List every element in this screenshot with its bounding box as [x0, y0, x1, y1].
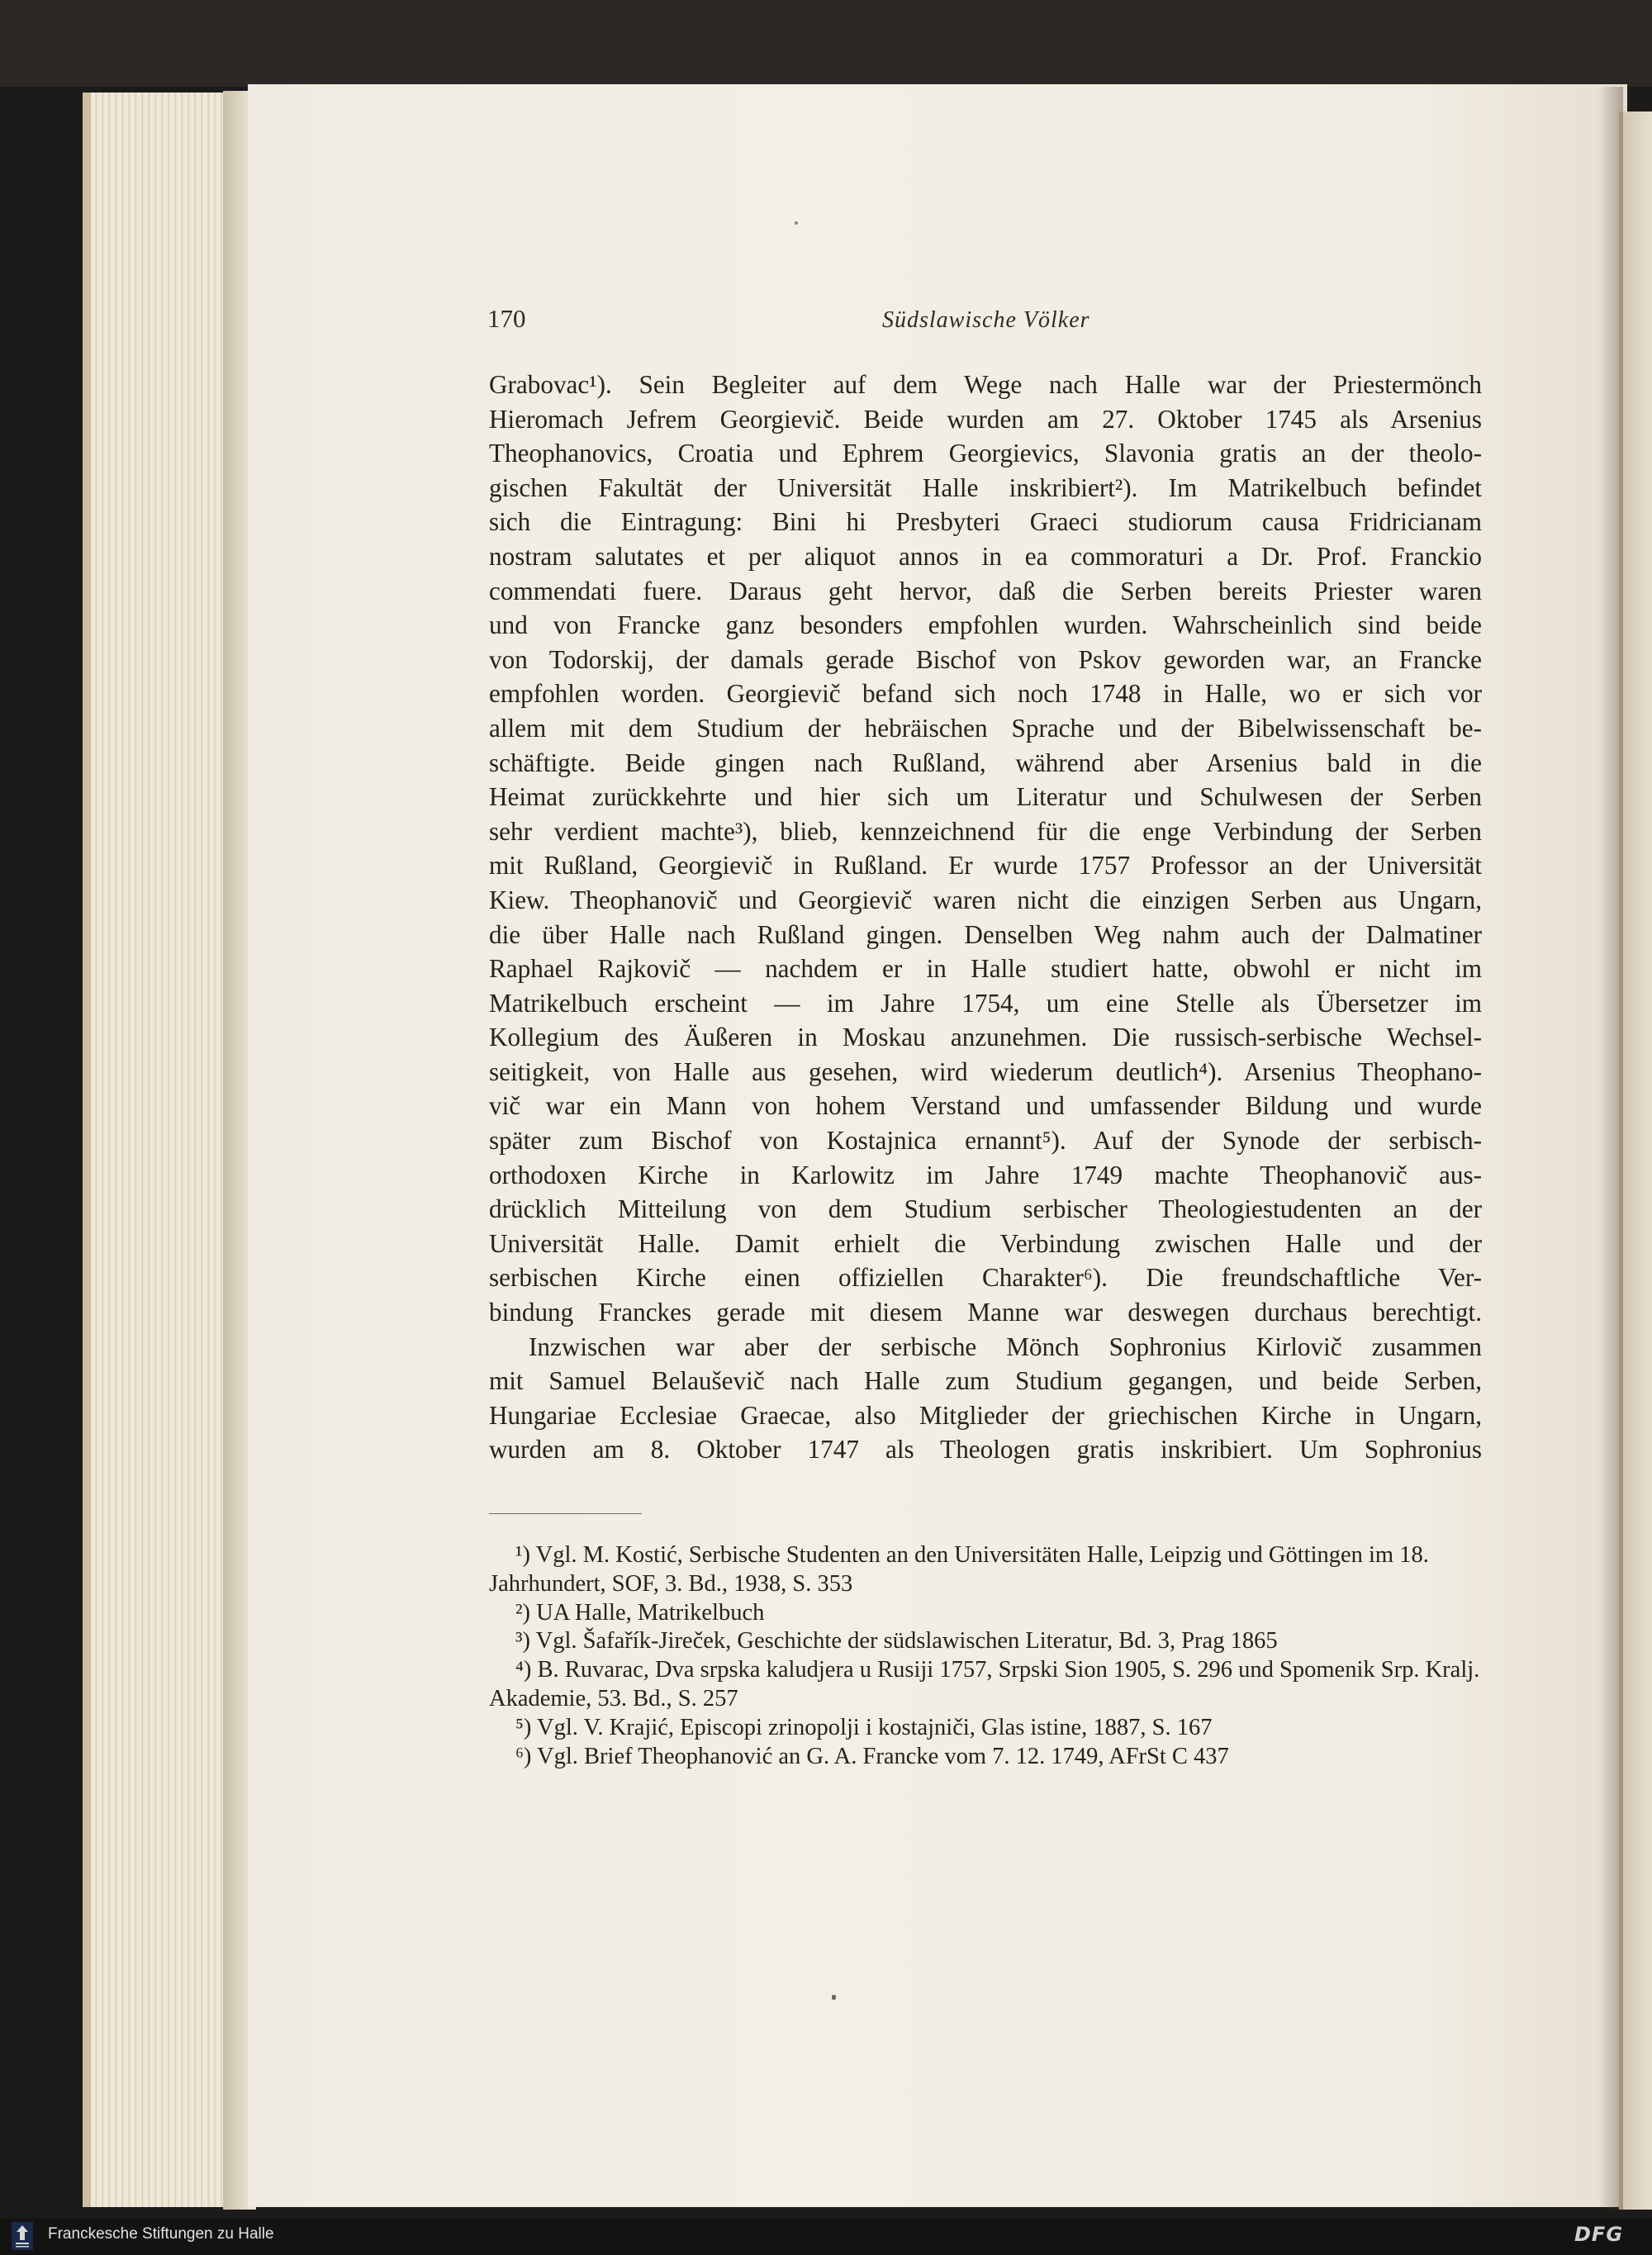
dfg-logo[interactable]: DFG: [1574, 2223, 1624, 2246]
footnote: ²) UA Halle, Matrikelbuch: [515, 1599, 765, 1626]
footnote: ⁴) B. Ruvarac, Dva srpska kaludjera u Rusiji 1757, Srpski Sion 1905, S. 296 und Spomenik Srp. Kralj. Akademie, 53. Bd., S. 257: [489, 1657, 1480, 1711]
text-line: von Todorskij, der damals gerade Bischof von Pskov geworden war, an Francke: [489, 644, 1482, 674]
text-line: allem mit dem Studium der hebräischen Sprache und der Bibelwissenschaft be-: [489, 713, 1482, 743]
text-line: Heimat zurückkehrte und hier sich um Literatur und Schulwesen der Serben: [489, 782, 1482, 812]
text-line: nostram salutates et per aliquot annos in ea commoraturi a Dr. Prof. Franckio: [489, 541, 1482, 571]
text-line: gischen Fakultät der Universität Halle inskribiert²). Im Matrikelbuch befindet: [489, 472, 1482, 502]
text-line: Hungariae Ecclesiae Graecae, also Mitglieder der griechischen Kirche in Ungarn,: [489, 1400, 1482, 1430]
facing-page-edge: [1619, 112, 1652, 2210]
text-line: Matrikelbuch erscheint — im Jahre 1754, um eine Stelle als Übersetzer im: [489, 988, 1482, 1018]
page-number: 170: [487, 304, 526, 333]
text-line: wurden am 8. Oktober 1747 als Theologen gratis inskribiert. Um Sophronius: [489, 1435, 1482, 1465]
footnote-separator: [489, 1513, 642, 1514]
text-line: schäftigte. Beide gingen nach Rußland, während aber Arsenius bald in die: [489, 748, 1482, 777]
text-line: Raphael Rajkovič — nachdem er in Halle studiert hatte, obwohl er nicht im: [489, 954, 1482, 984]
text-line: mit Rußland, Georgievič in Rußland. Er wurde 1757 Professor an der Universität: [489, 851, 1482, 881]
text-line: serbischen Kirche einen offiziellen Charakter⁶). Die freundschaftliche Ver-: [489, 1263, 1482, 1293]
text-line: Universität Halle. Damit erhielt die Verbindung zwischen Halle und der: [489, 1228, 1482, 1258]
paper-speck: [795, 221, 798, 225]
text-line: vič war ein Mann von hohem Verstand und umfassender Bildung und wurde: [489, 1091, 1482, 1121]
footnotes: [489, 1541, 1482, 1771]
footnote: ⁵) Vgl. V. Krajić, Episcopi zrinopolji i kostajniči, Glas istine, 1887, S. 167: [515, 1714, 1213, 1740]
spine-shadow: [1598, 87, 1623, 2210]
running-title: Südslawische Völker: [882, 307, 1090, 333]
text-line: commendati fuere. Daraus geht hervor, daß die Serben bereits Priester waren: [489, 576, 1482, 605]
text-line: bindung Franckes gerade mit diesem Manne war deswegen durchaus berechtigt.: [489, 1298, 1482, 1327]
text-line: die über Halle nach Rußland gingen. Denselben Weg nahm auch der Dalmatiner: [489, 919, 1482, 949]
footnote: ⁶) Vgl. Brief Theophanović an G. A. Francke vom 7. 12. 1749, AFrSt C 437: [515, 1743, 1229, 1769]
footnote: ¹) Vgl. M. Kostić, Serbische Studenten an den Universitäten Halle, Leipzig und Göttingen im 18. Jahrhundert, SOF, 3. Bd., 1938, S. 353: [489, 1542, 1429, 1597]
paragraph: [489, 1330, 1482, 1467]
footnote: ³) Vgl. Šafařík-Jireček, Geschichte der südslawischen Literatur, Bd. 3, Prag 1865: [515, 1628, 1278, 1654]
text-line: Kollegium des Äußeren in Moskau anzunehmen. Die russisch-serbische Wechsel-: [489, 1023, 1482, 1052]
institution-name[interactable]: Franckesche Stiftungen zu Halle: [48, 2225, 274, 2243]
text-line: und von Francke ganz besonders empfohlen wurden. Wahrscheinlich sind beide: [489, 610, 1482, 640]
text-line: Hieromach Jefrem Georgievič. Beide wurden am 27. Oktober 1745 als Arsenius: [489, 404, 1482, 434]
text-line: seitigkeit, von Halle aus gesehen, wird wiederum deutlich⁴). Arsenius Theophano-: [489, 1056, 1482, 1086]
text-line: mit Samuel Belauševič nach Halle zum Studium gegangen, und beide Serben,: [489, 1366, 1482, 1396]
text-line: empfohlen worden. Georgievič befand sich noch 1748 in Halle, wo er sich vor: [489, 679, 1482, 709]
text-line: Grabovac¹). Sein Begleiter auf dem Wege nach Halle war der Priestermönch: [489, 370, 1482, 399]
paragraph: [489, 368, 1482, 1330]
main-text: [489, 368, 1482, 1467]
text-line: orthodoxen Kirche in Karlowitz im Jahre 1749 machte Theophanovič aus-: [489, 1160, 1482, 1189]
foundation-logo-icon: [12, 2222, 33, 2250]
text-line: Inzwischen war aber der serbische Mönch Sophronius Kirlovič zusammen: [529, 1332, 1482, 1361]
text-line: sich die Eintragung: Bini hi Presbyteri Graeci studiorum causa Fridricianam: [489, 507, 1482, 537]
text-line: sehr verdient machte³), blieb, kennzeichnend für die enge Verbindung der Serben: [489, 816, 1482, 846]
paper-speck: [832, 1995, 836, 2000]
scan-background: [0, 0, 1652, 87]
text-line: Theophanovics, Croatia und Ephrem Georgievics, Slavonia gratis an der theolo-: [489, 439, 1482, 468]
text-line: später zum Bischof von Kostajnica ernannt⁵). Auf der Synode der serbisch-: [489, 1126, 1482, 1156]
text-line: Kiew. Theophanovič und Georgievič waren nicht die einzigen Serben aus Ungarn,: [489, 885, 1482, 914]
text-line: drücklich Mitteilung von dem Studium serbischer Theologiestudenten an der: [489, 1194, 1482, 1224]
